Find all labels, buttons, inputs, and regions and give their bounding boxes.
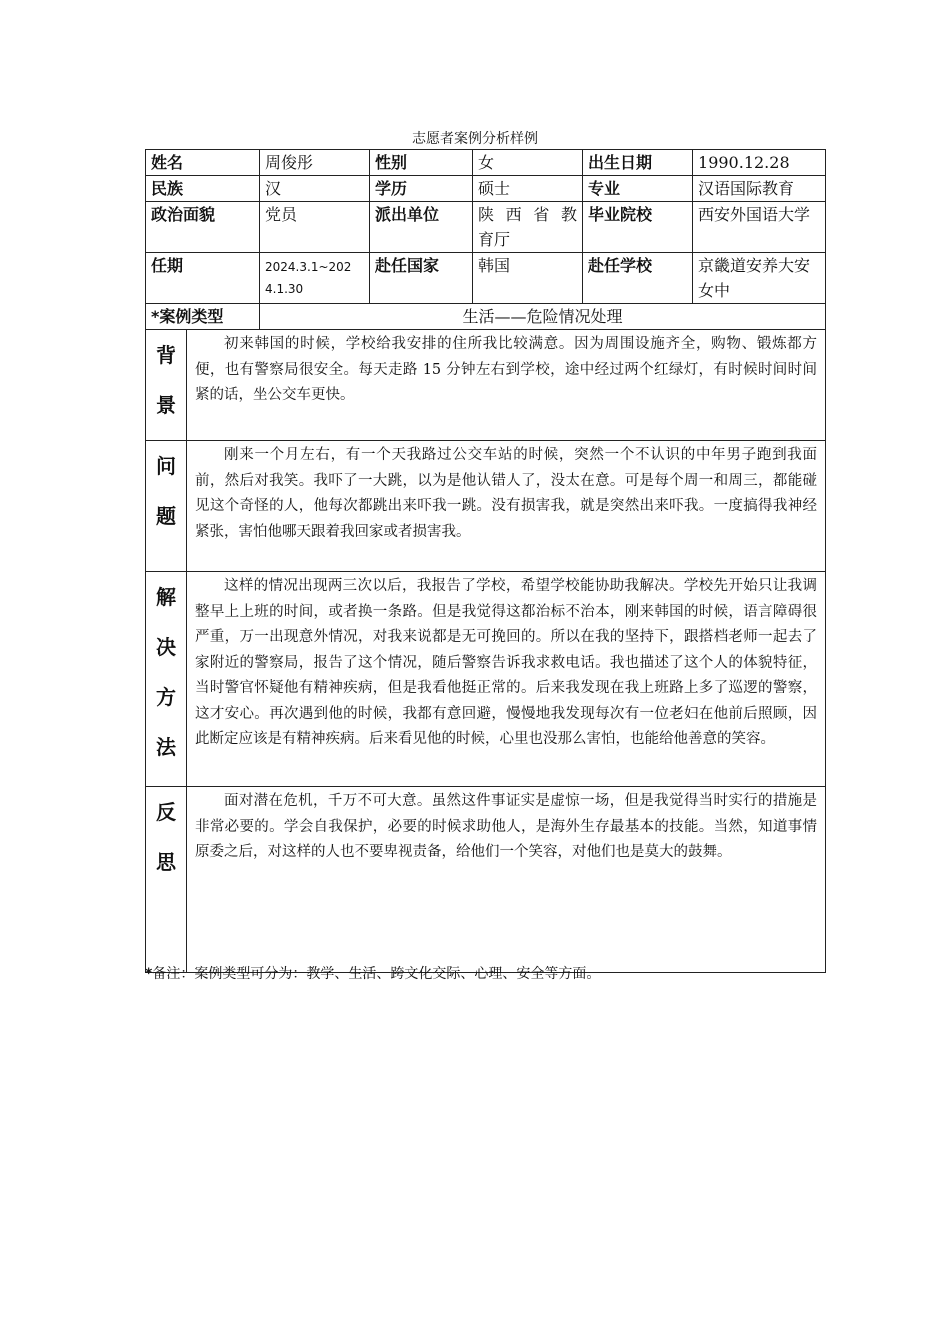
section-background xyxy=(146,330,826,441)
row-political xyxy=(146,202,826,253)
solution-heading-char-4: 法 xyxy=(156,735,176,759)
name-label: 姓名 xyxy=(146,150,260,176)
dispatch-value xyxy=(473,202,583,253)
footnote-text: 备注：案例类型可分为：教学、生活、跨文化交际、心理、安全等方面。 xyxy=(152,966,601,982)
footnote-star: * xyxy=(145,966,153,982)
footnote xyxy=(145,963,600,983)
row-ethnicity xyxy=(146,176,826,202)
term-label: 任期 xyxy=(146,253,260,304)
solution-heading-char-2: 决 xyxy=(156,635,176,659)
country-label: 赴任国家 xyxy=(370,253,473,304)
birth-value: 1990.12.28 xyxy=(693,150,826,176)
row-case-type xyxy=(146,304,826,330)
section-solution xyxy=(146,572,826,787)
term-line-2: 4.1.30 xyxy=(265,282,304,296)
gender-value: 女 xyxy=(473,150,583,176)
major-label: 专业 xyxy=(583,176,693,202)
term-line-1: 2024.3.1~202 xyxy=(265,260,352,274)
background-heading-char-1: 背 xyxy=(156,343,176,367)
case-type-label: *案例类型 xyxy=(146,304,260,330)
gender-label: 性别 xyxy=(370,150,473,176)
problem-heading xyxy=(146,441,187,572)
case-form-table xyxy=(145,149,826,973)
ethnicity-value: 汉 xyxy=(260,176,370,202)
education-value: 硕士 xyxy=(473,176,583,202)
name-value: 周俊彤 xyxy=(260,150,370,176)
education-label: 学历 xyxy=(370,176,473,202)
country-value: 韩国 xyxy=(473,253,583,304)
ethnicity-label: 民族 xyxy=(146,176,260,202)
birth-label: 出生日期 xyxy=(583,150,693,176)
case-type-value: 生活——危险情况处理 xyxy=(260,304,826,330)
term-value xyxy=(260,253,370,304)
solution-text: 这样的情况出现两三次以后，我报告了学校，希望学校能协助我解决。学校先开始只让我调整早上上班的时间，或者换一条路。但是我觉得这都治标不治本，刚来韩国的时候，语言障碍很严重，万一出现意外情况，对我来说都是无可挽回的。所以在我的坚持下，跟搭档老师一起去了家附近的警察局，报告了这个情况，随后警察告诉我求救电话。我也描述了这个人的体貌特征，当时警官怀疑他有精神疾病，但是我看他挺正常的。后来我发现在我上班路上多了巡逻的警察，这才安心。再次遇到他的时候，我都有意回避，慢慢地我发现每次有一位老妇在他前后照顾，因此断定应该是有精神疾病。后来看见他的时候，心里也没那么害怕，也能给他善意的笑容。 xyxy=(187,572,826,787)
row-name xyxy=(146,150,826,176)
section-reflection xyxy=(146,787,826,973)
solution-heading-char-3: 方 xyxy=(156,685,176,709)
dispatch-line-1: 陕西省教 xyxy=(478,205,578,224)
problem-text: 刚来一个月左右，有一个天我路过公交车站的时候，突然一个不认识的中年男子跑到我面前，然后对我笑。我吓了一大跳，以为是他认错人了，没太在意。可是每个周一和周三，都能碰见这个奇怪的人，他每次都跳出来吓我一跳。没有损害我，就是突然出来吓我。一度搞得我神经紧张，害怕他哪天跟着我回家或者损害我。 xyxy=(187,441,826,572)
background-text: 初来韩国的时候，学校给我安排的住所我比较满意。因为周围设施齐全，购物、锻炼都方便，也有警察局很安全。每天走路 15 分钟左右到学校，途中经过两个红绿灯，有时候时间时间紧的话，坐公交车更快。 xyxy=(187,330,826,441)
problem-heading-char-2: 题 xyxy=(156,504,176,528)
solution-heading-char-1: 解 xyxy=(156,585,176,609)
reflection-text: 面对潜在危机，千万不可大意。虽然这件事证实是虚惊一场，但是我觉得当时实行的措施是非常必要的。学会自我保护，必要的时候求助他人，是海外生存最基本的技能。当然，知道事情原委之后，对这样的人也不要卑视责备，给他们一个笑容，对他们也是莫大的鼓舞。 xyxy=(187,787,826,973)
school-label: 赴任学校 xyxy=(583,253,693,304)
political-value: 党员 xyxy=(260,202,370,253)
reflection-heading-char-2: 思 xyxy=(156,850,176,874)
graduate-value: 西安外国语大学 xyxy=(693,202,826,253)
school-value: 京畿道安养大安女中 xyxy=(693,253,826,304)
background-heading xyxy=(146,330,187,441)
dispatch-label: 派出单位 xyxy=(370,202,473,253)
major-value: 汉语国际教育 xyxy=(693,176,826,202)
solution-heading xyxy=(146,572,187,787)
row-term xyxy=(146,253,826,304)
reflection-heading xyxy=(146,787,187,973)
document-title: 志愿者案例分析样例 xyxy=(412,131,538,147)
political-label: 政治面貌 xyxy=(146,202,260,253)
graduate-label: 毕业院校 xyxy=(583,202,693,253)
background-heading-char-2: 景 xyxy=(156,393,176,417)
dispatch-line-2: 育厅 xyxy=(478,230,511,249)
problem-heading-char-1: 问 xyxy=(156,454,176,478)
section-problem xyxy=(146,441,826,572)
reflection-heading-char-1: 反 xyxy=(156,800,176,824)
